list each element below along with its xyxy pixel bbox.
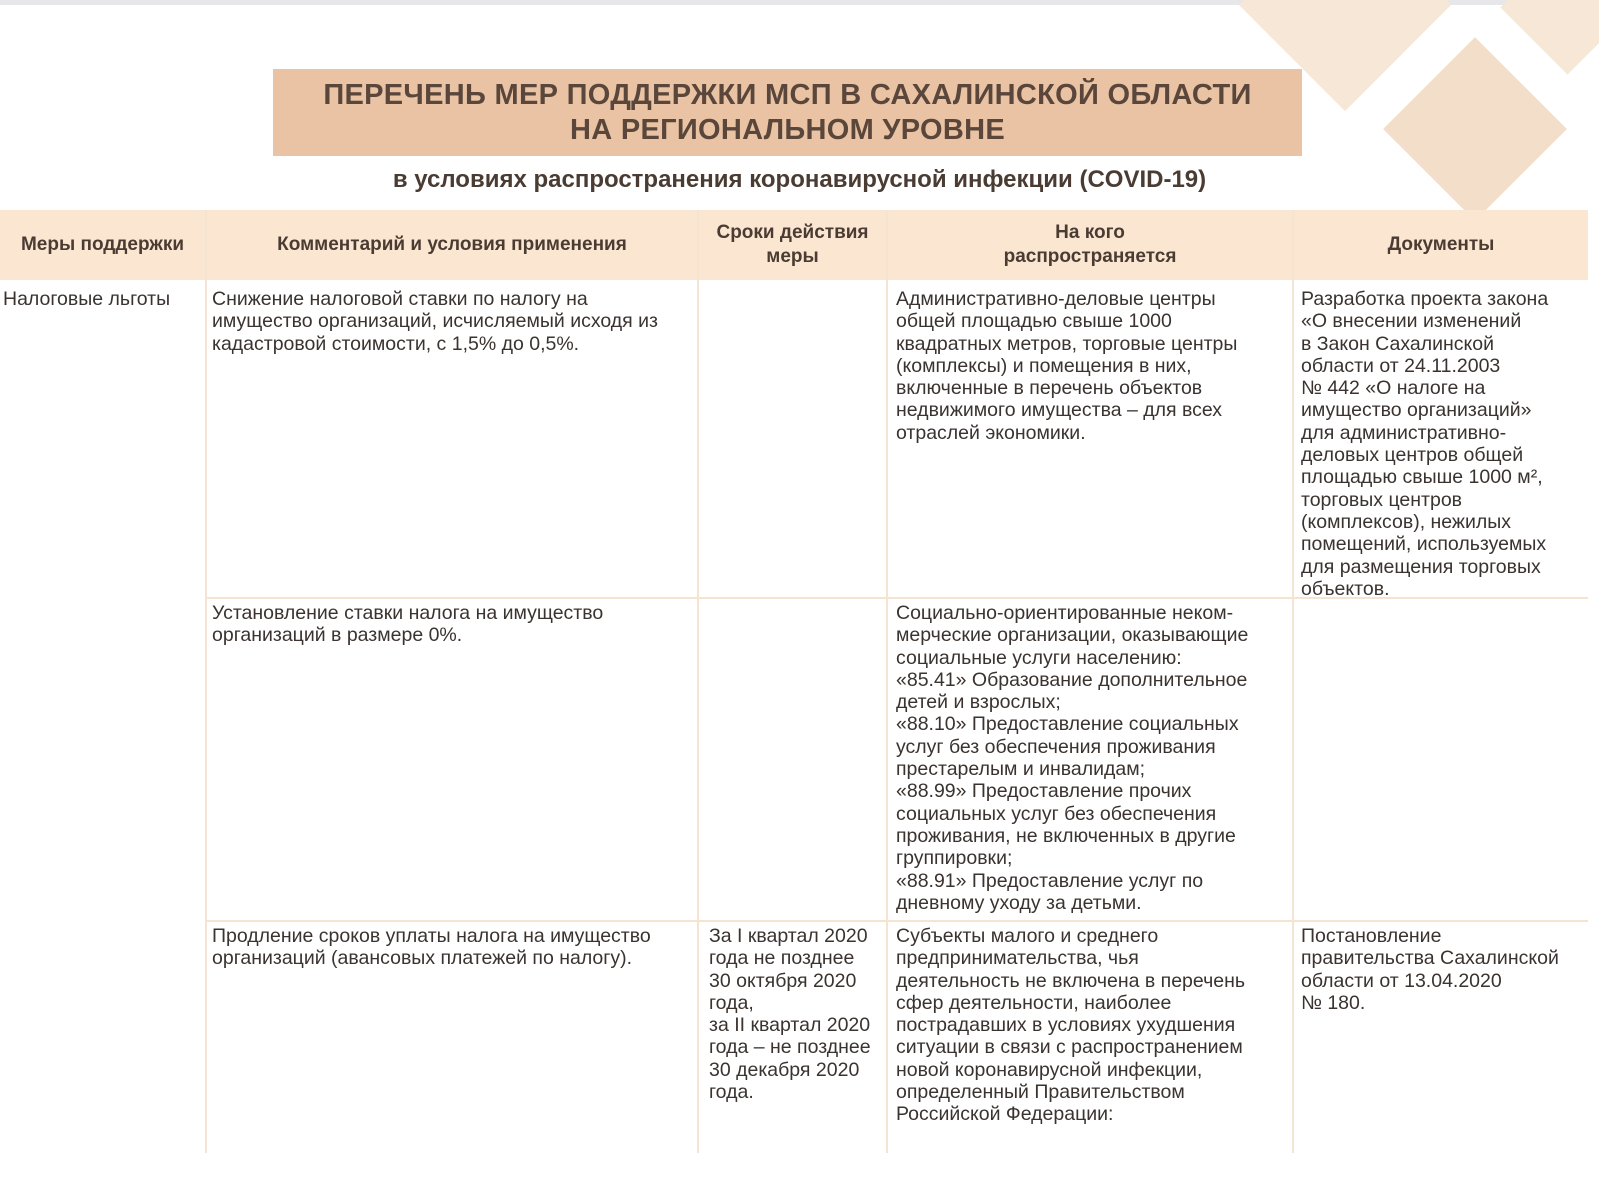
- title-line-1: ПЕРЕЧЕНЬ МЕР ПОДДЕРЖКИ МСП В САХАЛИНСКОЙ ОБЛАСТИ: [323, 78, 1252, 111]
- row3-comment: Продление сроков уплаты налога на имущество организаций (авансовых платежей по налогу).: [212, 925, 651, 970]
- row3-target: Субъекты малого и среднего предпринимательства, чья деятельность не включена в перечень сфер деятельности, наиболее пострадавших в условиях ухудшения ситуации в связи с распространением новой коронавирусной инфекции, определенный Правительством Российской Федерации:: [896, 925, 1246, 1126]
- row1-target: Административно-деловые центры общей площадью свыше 1000 квадратных метров, торговые центры (комплексы) и помещения в них, включенные в перечень объектов недвижимого имущества – для всех отраслей экономики.: [896, 288, 1238, 444]
- row3-term: За I квартал 2020 года не позднее 30 октября 2020 года, за II квартал 2020 года – не позднее 30 декабря 2020 года.: [709, 925, 871, 1104]
- column-divider-1: [205, 210, 207, 1153]
- row1-comment: Снижение налоговой ставки по налогу на имущество организаций, исчисляемый исходя из кадастровой стоимости, с 1,5% до 0,5%.: [212, 288, 658, 355]
- header-comment: Комментарий и условия применения: [277, 234, 627, 255]
- page-title: [273, 69, 1302, 156]
- category-tax-benefits: Налоговые льготы: [3, 288, 171, 310]
- row3-documents: Постановление правительства Сахалинской области от 13.04.2020 № 180.: [1301, 925, 1559, 1014]
- table-header: [0, 210, 1588, 280]
- header-term: Сроки действия меры: [716, 222, 869, 267]
- decor-diamond-3: [1500, 0, 1599, 75]
- column-divider-2: [697, 210, 699, 1153]
- page-subtitle: в условиях распространения коронавирусной инфекции (COVID-19): [392, 166, 1207, 193]
- row-divider-2: [205, 920, 1588, 922]
- row1-documents: Разработка проекта закона «О внесении изменений в Закон Сахалинской области от 24.11.2003 № 442 «О налоге на имущество организаций» для административно- деловых центров общей площадью свыше 1000 м², торговых центров (комплексов), нежилых помещений, используемых для размещения торговых объектов.: [1301, 288, 1549, 600]
- header-target: На кого распространяется: [1003, 222, 1177, 267]
- header-measures: Меры поддержки: [20, 234, 185, 255]
- title-line-2: НА РЕГИОНАЛЬНОМ УРОВНЕ: [569, 113, 1005, 146]
- header-documents: Документы: [1387, 234, 1495, 255]
- column-divider-4: [1292, 210, 1294, 1153]
- row2-comment: Установление ставки налога на имущество организаций в размере 0%.: [212, 602, 604, 647]
- row2-target: Социально-ориентированные неком- мерческие организации, оказывающие социальные услуги населению: «85.41» Образование дополнительное детей и взрослых; «88.10» Предоставление социальных услуг без обеспечения проживания престарелым и инвалидам; «88.99» Предоставление прочих социальных услуг без обеспечения проживания, не включенных в другие группировки; «88.91» Предоставление услуг по дневному уходу за детьми.: [896, 602, 1249, 914]
